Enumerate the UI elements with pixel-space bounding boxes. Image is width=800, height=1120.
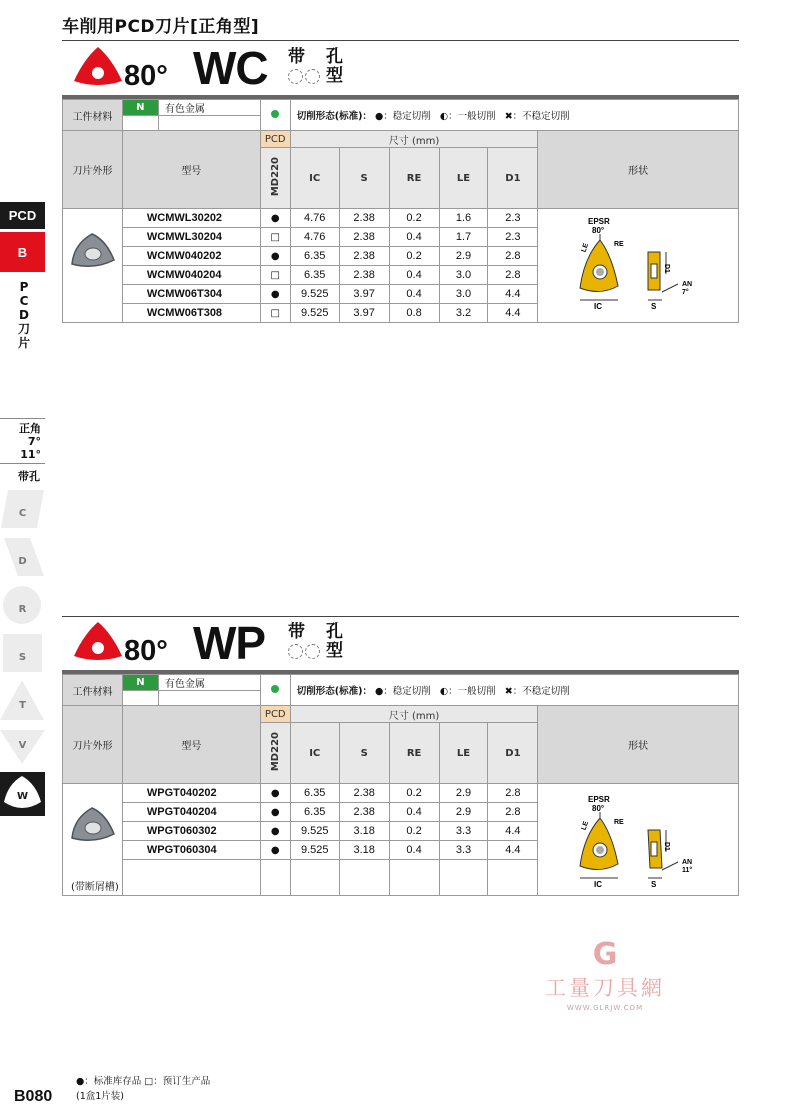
s-cell: 3.18 — [339, 822, 389, 841]
model-cell: WPGT040202 — [122, 784, 260, 803]
ic-cell: 4.76 — [290, 228, 339, 247]
footer-legend — [76, 1074, 210, 1104]
unstable-label: ：不稳定切削 — [512, 686, 570, 697]
col-le: LE — [439, 148, 488, 209]
section-top-rule — [62, 616, 739, 617]
d1-cell: 2.3 — [488, 209, 538, 228]
general-icon: ◐ — [439, 111, 449, 122]
grade-cell — [260, 148, 290, 209]
re-cell: 0.2 — [389, 247, 439, 266]
ic-cell: 6.35 — [290, 784, 339, 803]
insert-drawing-icon — [570, 212, 730, 312]
type-char: 型 — [326, 66, 343, 86]
d1-cell: 4.4 — [488, 285, 538, 304]
shape-letter: W — [16, 790, 29, 802]
re-drawing-label: RE — [614, 819, 624, 826]
shape-letter: D — [18, 555, 27, 567]
shape-tab-v[interactable] — [0, 726, 45, 770]
ic-drawing-label: IC — [594, 880, 602, 889]
model-cell: WPGT060302 — [122, 822, 260, 841]
n-badge: N — [122, 675, 158, 691]
le-cell: 3.0 — [439, 266, 488, 285]
stock-cell: ● — [260, 209, 290, 228]
chipbreaker-label: (带断屑槽) — [71, 882, 119, 893]
insert-code: WC — [193, 42, 268, 94]
angle-title: 正角 — [19, 422, 41, 435]
general-label: ：一般切削 — [448, 686, 496, 697]
watermark — [520, 937, 690, 1012]
an-drawing-label: AN — [682, 859, 693, 866]
ic-cell: 6.35 — [290, 247, 339, 266]
col-d1: D1 — [488, 723, 538, 784]
page-title: 车削用PCD刀片[正角型] — [62, 17, 260, 37]
insert-angle: 80° — [124, 635, 168, 667]
col-ic: IC — [290, 148, 339, 209]
band-label: 带 — [288, 47, 305, 67]
green-dot-icon — [271, 110, 279, 118]
s-cell: 3.97 — [339, 304, 389, 323]
col-ic: IC — [290, 723, 339, 784]
shape-tab-t[interactable] — [0, 678, 45, 722]
stable-icon: ● — [374, 686, 384, 697]
stable-label: ：稳定切削 — [383, 111, 431, 122]
shape-letter: C — [18, 507, 27, 519]
s-cell: 2.38 — [339, 247, 389, 266]
epsr-value: 80° — [592, 804, 605, 813]
s-cell: 2.38 — [339, 209, 389, 228]
vertical-char: P — [19, 280, 29, 294]
ic-cell: 6.35 — [290, 803, 339, 822]
green-dot-icon — [271, 685, 279, 693]
insert-angle: 80° — [124, 60, 168, 92]
col-s: S — [339, 148, 389, 209]
hole-char: 孔 — [326, 47, 343, 67]
ic-cell: 9.525 — [290, 822, 339, 841]
title-rule — [62, 40, 739, 41]
s-cell: 2.38 — [339, 784, 389, 803]
angle-11: 11° — [20, 448, 41, 461]
shape-tab-r[interactable] — [0, 582, 45, 626]
shape-label: 形状 — [538, 706, 739, 784]
s-cell: 2.38 — [339, 266, 389, 285]
stock-cell: ● — [260, 285, 290, 304]
shape-tab-s[interactable] — [0, 630, 45, 674]
d1-cell: 2.8 — [488, 266, 538, 285]
col-s: S — [339, 723, 389, 784]
shape-tab-w[interactable] — [0, 772, 45, 816]
ic-cell: 9.525 — [290, 304, 339, 323]
d1-cell: 2.8 — [488, 803, 538, 822]
unstable-label: ：不稳定切削 — [512, 111, 570, 122]
col-re: RE — [389, 723, 439, 784]
le-cell: 2.9 — [439, 803, 488, 822]
stock-cell: □ — [260, 304, 290, 323]
le-cell: 1.7 — [439, 228, 488, 247]
insert-code: WP — [193, 617, 266, 669]
model-cell: WCMWL30202 — [122, 209, 260, 228]
vertical-char: D — [19, 308, 29, 322]
workpiece-label: 工件材料 — [63, 675, 123, 706]
band-label: 带 — [288, 622, 305, 642]
model-cell: WCMW040204 — [122, 266, 260, 285]
an-value: 11° — [682, 867, 693, 874]
stock-cell: ● — [260, 822, 290, 841]
grade-label: MD220 — [269, 731, 281, 772]
d1-cell: 4.4 — [488, 304, 538, 323]
re-cell: 0.2 — [389, 784, 439, 803]
hole-circles-icon — [288, 69, 322, 85]
s-cell: 3.97 — [339, 285, 389, 304]
ic-cell: 9.525 — [290, 285, 339, 304]
re-cell: 0.4 — [389, 803, 439, 822]
tab-b[interactable]: B — [0, 232, 45, 272]
insert-photo-icon — [66, 232, 118, 272]
re-cell: 0.4 — [389, 841, 439, 860]
watermark-name: 工量刀具網 — [545, 976, 665, 1000]
size-label: 尺寸 (mm) — [290, 131, 538, 148]
d1-cell: 4.4 — [488, 822, 538, 841]
d1-cell: 2.3 — [488, 228, 538, 247]
vertical-char: C — [19, 294, 29, 308]
pack-note: (1盒1片装) — [76, 1091, 125, 1102]
s-cell: 2.38 — [339, 228, 389, 247]
shape-tab-c[interactable] — [0, 486, 45, 530]
le-drawing-label: LE — [580, 242, 591, 254]
re-cell: 0.4 — [389, 266, 439, 285]
stock-cell: □ — [260, 228, 290, 247]
d1-drawing-label: D1 — [663, 842, 670, 851]
page-number: B080 — [14, 1088, 53, 1105]
insert-photo-icon — [66, 806, 118, 846]
stock-cell: □ — [260, 266, 290, 285]
nonferrous-label: 有色金属 — [158, 675, 260, 691]
le-cell: 3.3 — [439, 822, 488, 841]
re-cell: 0.2 — [389, 822, 439, 841]
shape-letter: R — [18, 603, 27, 615]
s-drawing-label: S — [651, 880, 657, 889]
stock-cell: ● — [260, 247, 290, 266]
le-drawing-label: LE — [580, 820, 591, 832]
cut-legend — [290, 100, 738, 131]
le-cell: 2.9 — [439, 784, 488, 803]
cut-label: 切削形态(标准)： — [296, 111, 372, 122]
insert-drawing-icon — [570, 790, 730, 890]
re-cell: 0.8 — [389, 304, 439, 323]
pcd-label: PCD — [260, 706, 290, 723]
stock-cell: ● — [260, 784, 290, 803]
green-dot-cell — [260, 100, 290, 131]
ic-cell: 9.525 — [290, 841, 339, 860]
general-label: ：一般切削 — [448, 111, 496, 122]
epsr-value: 80° — [592, 226, 605, 235]
angle-box — [0, 418, 45, 464]
stable-label: ：稳定切削 — [383, 686, 431, 697]
unstable-icon: ✖ — [504, 111, 513, 122]
unstable-icon: ✖ — [504, 686, 513, 697]
col-le: LE — [439, 723, 488, 784]
stable-icon: ● — [374, 111, 384, 122]
epsr-label: EPSR — [588, 217, 610, 226]
workpiece-label: 工件材料 — [63, 100, 123, 131]
ic-cell: 6.35 — [290, 266, 339, 285]
model-label: 型号 — [122, 706, 260, 784]
shape-letter: T — [19, 699, 26, 711]
shape-letter: V — [18, 739, 27, 751]
col-d1: D1 — [488, 148, 538, 209]
tab-pcd[interactable]: PCD — [0, 202, 45, 229]
model-cell: WCMW06T308 — [122, 304, 260, 323]
cut-label: 切削形态(标准)： — [296, 686, 372, 697]
cut-legend — [290, 675, 738, 706]
ic-cell: 4.76 — [290, 209, 339, 228]
stock-legend: ●：标准库存品 □：预订生产品 — [76, 1076, 211, 1087]
s-drawing-label: S — [651, 302, 657, 311]
re-drawing-label: RE — [614, 241, 624, 248]
trigon-logo-icon — [72, 45, 124, 89]
shape-outline-label: 刀片外形 — [63, 706, 123, 784]
an-drawing-label: AN — [682, 281, 693, 288]
trigon-logo-icon — [72, 620, 124, 664]
s-cell: 3.18 — [339, 841, 389, 860]
model-cell: WPGT060304 — [122, 841, 260, 860]
n-badge: N — [122, 100, 158, 116]
hole-circles-icon — [288, 644, 322, 660]
shape-label: 形状 — [538, 131, 739, 209]
nonferrous-label: 有色金属 — [158, 100, 260, 116]
watermark-url: WWW.GLRJW.COM — [566, 1004, 644, 1012]
angle-7: 7° — [27, 435, 41, 448]
d1-cell: 2.8 — [488, 784, 538, 803]
green-dot-cell — [260, 675, 290, 706]
model-cell: WPGT040204 — [122, 803, 260, 822]
grade-cell — [260, 723, 290, 784]
ic-drawing-label: IC — [594, 302, 602, 311]
hole-char: 孔 — [326, 622, 343, 642]
le-cell: 3.2 — [439, 304, 488, 323]
le-cell: 3.0 — [439, 285, 488, 304]
grade-label: MD220 — [269, 156, 281, 197]
model-cell: WCMW040202 — [122, 247, 260, 266]
stock-cell: ● — [260, 841, 290, 860]
re-cell: 0.4 — [389, 285, 439, 304]
d1-cell: 2.8 — [488, 247, 538, 266]
shape-outline-label: 刀片外形 — [63, 131, 123, 209]
le-cell: 1.6 — [439, 209, 488, 228]
type-char: 型 — [326, 641, 343, 661]
sidebar-vertical-label — [17, 280, 31, 350]
model-cell: WCMWL30204 — [122, 228, 260, 247]
s-cell: 2.38 — [339, 803, 389, 822]
shape-tab-d[interactable] — [0, 534, 45, 578]
vertical-char: 片 — [17, 336, 30, 350]
col-re: RE — [389, 148, 439, 209]
watermark-logo: G — [592, 937, 618, 972]
general-icon: ◐ — [439, 686, 449, 697]
d1-drawing-label: D1 — [663, 264, 670, 273]
d1-cell: 4.4 — [488, 841, 538, 860]
le-cell: 2.9 — [439, 247, 488, 266]
shape-letter: S — [18, 651, 27, 663]
re-cell: 0.2 — [389, 209, 439, 228]
size-label: 尺寸 (mm) — [290, 706, 538, 723]
model-cell: WCMW06T304 — [122, 285, 260, 304]
stock-cell: ● — [260, 803, 290, 822]
le-cell: 3.3 — [439, 841, 488, 860]
re-cell: 0.4 — [389, 228, 439, 247]
model-label: 型号 — [122, 131, 260, 209]
vertical-char: 刀 — [17, 322, 30, 336]
epsr-label: EPSR — [588, 795, 610, 804]
pcd-label: PCD — [260, 131, 290, 148]
an-value: 7° — [682, 289, 689, 296]
hole-label: 带孔 — [18, 470, 40, 483]
